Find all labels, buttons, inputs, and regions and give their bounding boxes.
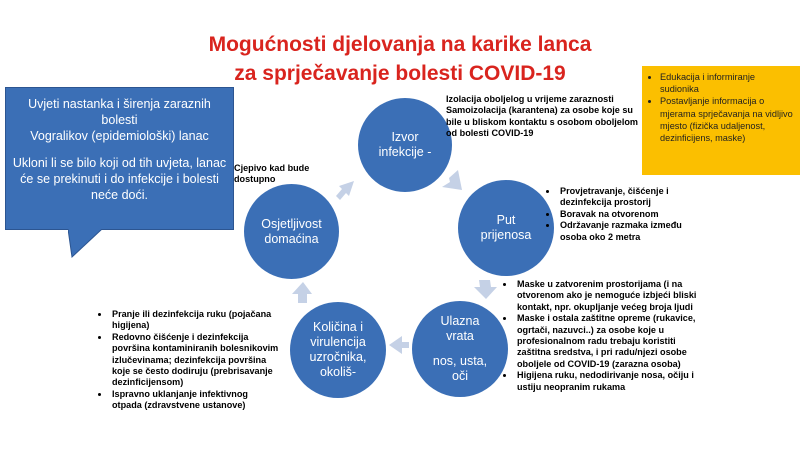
- circle-put-prijenosa: Put prijenosa: [458, 180, 554, 276]
- note-ulazna: [504, 279, 710, 393]
- circle-ulazna-vrata: Ulazna vrata nos, usta, oči: [412, 301, 508, 397]
- note-cjepivo: Cjepivo kad bude dostupno: [234, 163, 310, 185]
- note-izvor: Izolacija oboljelog u vrijeme zaraznosti Samoizolacija (karantena) za osobe koje su bile u bliskom kontaktu s osobom oboljelom od bolesti COVID-19: [446, 94, 638, 139]
- arrow-kolicina-osjetljivost: [292, 282, 312, 303]
- education-item: • Postavljanje informacija o mjerama sprječavanja na vidljivo mjesto (fizička udaljenost, dezinficijens, maske): [660, 95, 794, 144]
- note-ulazna-item: • Maske i ostala zaštitne opreme (rukavice, ogrtači, nazuvci..) za osobe koje u profesionalnom radu trebaju koristiti zaštitna sredstva, i pri radu/njezi osobe oboljele od COVID-19 (zarazna osoba): [515, 313, 710, 370]
- note-kolicina-item: • Redovno čišćenje i dezinfekcija površina kontaminiranih bolesnikovim izlučevinama; dezinfekcija površina koje se često dodiruju (prebrisavanje dezinficijensom): [110, 332, 279, 389]
- note-kolicina: [99, 309, 279, 412]
- title-line-2: za sprječavanje bolesti COVID-19: [234, 62, 566, 85]
- circle-osjetljivost-domacina: Osjetljivost domaćina: [244, 184, 339, 279]
- note-kolicina-item: • Pranje ili dezinfekcija ruku (pojačana higijena): [110, 309, 279, 332]
- education-item: • Edukacija i informiranje sudionika: [660, 71, 794, 95]
- note-put-item: • Održavanje razmaka između osoba oko 2 metra: [558, 220, 707, 243]
- note-put: [547, 186, 707, 243]
- note-ulazna-item: • Higijena ruku, nedodirivanje nosa, očiju i ustiju neopranim rukama: [515, 370, 710, 393]
- arrow-izvor-put: [442, 170, 462, 190]
- arrow-put-ulazna: [474, 280, 497, 299]
- arrow-ulazna-kolicina: [389, 336, 409, 354]
- note-ulazna-item: • Maske u zatvorenim prostorijama (i na otvorenom ako je nemoguće izbjeći bliski kontakt, npr. okupljanje većeg broja ljudi: [515, 279, 710, 313]
- title-line-1: Mogućnosti djelovanja na karike lanca: [208, 33, 592, 56]
- callout-line-2: Vogralikov (epidemiološki) lanac: [30, 129, 209, 143]
- callout-line-1: Uvjeti nastanka i širenja zaraznih bolesti: [28, 97, 211, 127]
- note-kolicina-item: • Ispravno uklanjanje infektivnog otpada (zdravstvene ustanove): [110, 389, 279, 412]
- circle-kolicina-virulencija: Količina i virulencija uzročnika, okoliš-: [290, 302, 386, 398]
- note-put-item: • Boravak na otvorenom: [558, 209, 707, 220]
- circle-izvor-infekcije: Izvor infekcije -: [358, 98, 452, 192]
- callout-line-3: Ukloni li se bilo koji od tih uvjeta, lanac će se prekinuti i do infekcije i bolesti neće doći.: [12, 156, 227, 202]
- note-put-item: • Provjetravanje, čišćenje i dezinfekcija prostorij: [558, 186, 707, 209]
